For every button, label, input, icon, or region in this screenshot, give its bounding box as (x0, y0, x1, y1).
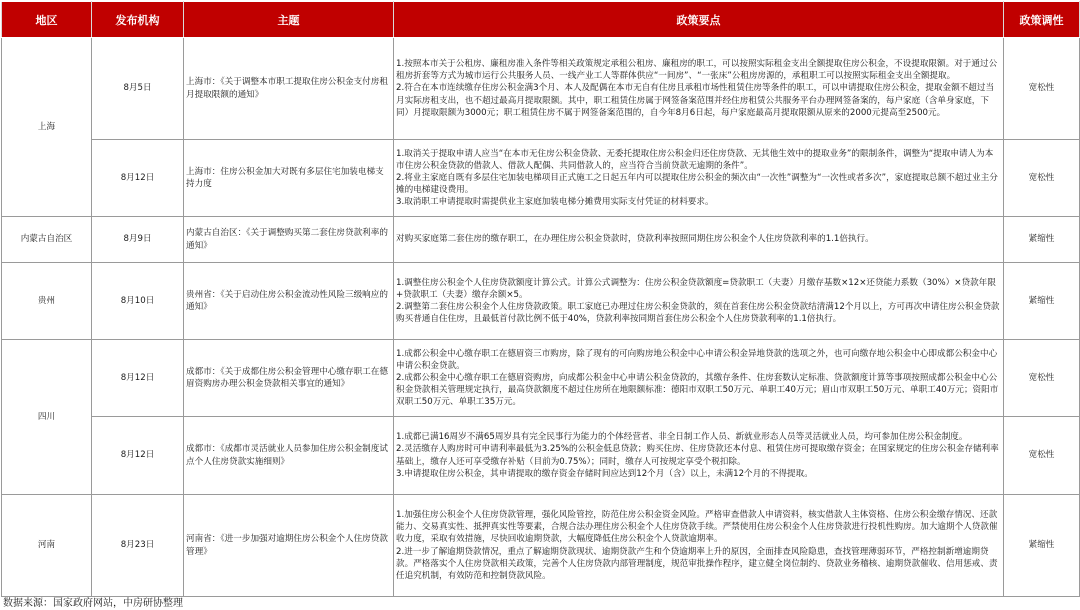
policy-point: 2.符合在本市连续缴存住房公积金满3个月、本人及配偶在本市无自有住房且承租市场性租赁住房等条件的职工，可以申请提取住房公积金，提取金额不超过当月实际房租支出，也不超过最高月提取限额。其中，职工租赁住房属于网签备案范围并经住房租赁公共服务平台办理网签备案的，每户家庭（含单身家庭，下同）月提取限额为3000元；职工租赁住房不属于网签备案范围的，自今年8月6日起，每户家庭最高月提取限额从原来的2000元提高至2500元。 (396, 83, 995, 118)
date-cell: 8月10日 (92, 263, 184, 340)
table-row (2, 495, 1080, 597)
direction-cell: 宽松性 (1004, 140, 1080, 217)
points-cell (394, 140, 1004, 217)
points-cell (394, 263, 1004, 340)
header-topic: 主题 (184, 2, 394, 38)
region-cell: 内蒙古自治区 (2, 217, 92, 263)
region-cell: 四川 (2, 340, 92, 495)
policy-point: 1.成都已满16周岁不满65周岁具有完全民事行为能力的个体经营者、非全日制工作人员、新就业形态人员等灵活就业人员，均可参加住房公积金制度。 (396, 432, 968, 443)
direction-cell: 宽松性 (1004, 340, 1080, 417)
policy-point: 1.按照本市关于公租房、廉租房准入条件等相关政策规定承租公租房、廉租房的职工，可以按照实际租金支出全额提取住房公积金，不设提取限额。对于通过公租房折套等方式为城市运行公共服务人员、一线产业工人等群体供应“一间房”、“一张床”公租房房源的，承租职工可以按照实际租金支出全额提取。 (396, 59, 998, 82)
policy-point: 对购买家庭第二套住房的缴存职工，在办理住房公积金贷款时，贷款利率按照同期住房公积金个人住房贷款利率的1.1倍执行。 (396, 234, 874, 245)
topic-cell: 成都市：《成都市灵活就业人员参加住房公积金制度试点个人住房贷款实施细则》 (184, 417, 394, 495)
table-header-row (2, 2, 1080, 38)
table-row (2, 417, 1080, 495)
points-cell (394, 38, 1004, 140)
policy-point: 3.申请提取住房公积金，其申请提取的缴存资金存储时间应达到12个月（含）以上，未满12个月的不得提取。 (396, 468, 813, 479)
topic-cell: 河南省：《进一步加强对逾期住房公积金个人住房贷款管理》 (184, 495, 394, 597)
topic-cell: 上海市：住房公积金加大对既有多层住宅加装电梯支持力度 (184, 140, 394, 217)
table-row (2, 217, 1080, 263)
region-cell: 河南 (2, 495, 92, 597)
policy-point: 2.调整第二套住房公积金个人住房贷款政策。职工家庭已办理过住房公积金贷款的，须在首套住房公积金贷款结清满12个月以上，方可再次申请住房公积金贷款购买普通自住住房，且最低首付款比例不低于40%，贷款利率按同期首套住房公积金个人住房贷款利率的1.1倍执行。 (396, 302, 1000, 325)
policy-point: 2.将业主家庭自既有多层住宅加装电梯项目正式施工之日起五年内可以提取住房公积金的频次由“一次性”调整为“一次性或者多次”，家庭提取总额不超过业主分摊的电梯建设费用。 (396, 172, 998, 196)
policy-point: 3.取消职工申请提取时需提供业主家庭加装电梯分摊费用实际支付凭证的材料要求。 (396, 197, 714, 208)
points-cell (394, 495, 1004, 597)
date-cell: 8月12日 (92, 140, 184, 217)
header-direction: 政策调性 (1004, 2, 1080, 38)
direction-cell: 紧缩性 (1004, 495, 1080, 597)
date-cell: 8月23日 (92, 495, 184, 597)
topic-cell: 内蒙古自治区：《关于调整购买第二套住房贷款利率的通知》 (184, 217, 394, 263)
policy-point: 2.成都公积金中心缴存职工在德眉资购房，向成都公积金中心申请公积金贷款的，其缴存条件、住房套数认定标准、贷款额度计算等事项按照成都公积金中心公积金贷款相关管理规定执行，最高贷款额度不超过住房所在地限额标准：德阳市双职工50万元、单职工40万元；眉山市双职工50万元、单职工40万元；资阳市双职工50万元、单职工35万元。 (396, 372, 999, 408)
header-agency: 发布机构 (92, 2, 184, 38)
region-cell: 贵州 (2, 263, 92, 340)
direction-cell: 紧缩性 (1004, 217, 1080, 263)
header-region: 地区 (2, 2, 92, 38)
direction-cell: 宽松性 (1004, 417, 1080, 495)
policy-point: 1.加强住房公积金个人住房贷款管理，强化风险管控，防范住房公积金资金风险。严格审查借款人申请资料，核实借款人主体资格、住房公积金缴存情况、还款能力、交易真实性、抵押真实性等要素，合规合法办理住房公积金个人住房贷款手续。严禁使用住房公积金个人住房贷款进行投机性购房。加大逾期个人贷款催收力度，采取有效措施，尽快回收逾期贷款，大幅度降低住房公积金个人贷款逾期率。 (396, 510, 998, 545)
points-cell (394, 417, 1004, 495)
date-cell: 8月12日 (92, 417, 184, 495)
policy-point: 2.灵活缴存人购房时可申请利率最低为3.25%的公积金低息贷款；购买住房、住房贷款还本付息、租赁住房可提取缴存资金；在国家规定的住房公积金存储利率基础上，缴存人还可享受缴存补贴（目前为0.75%）；同时，缴存人可按规定享受个税扣除。 (396, 444, 999, 467)
policy-point: 2.进一步了解逾期贷款情况，重点了解逾期贷款现状、逾期贷款产生和个贷逾期率上升的原因，全面排查风险隐患，查找管理薄弱环节，严格控制新增逾期贷款。严格落实个人住房贷款相关政策，完善个人住房贷款内部管理制度，规范审批操作程序，建立健全岗位制约、贷款业务稽核、逾期贷款催收、信用惩戒、责任追究机制，有效防范和控制贷款风险。 (396, 546, 998, 581)
table-row (2, 38, 1080, 140)
date-cell: 8月9日 (92, 217, 184, 263)
points-cell (394, 217, 1004, 263)
region-cell: 上海 (2, 38, 92, 217)
table-row (2, 340, 1080, 417)
topic-cell: 成都市：《关于成都住房公积金管理中心缴存职工在德眉资购房办理公积金贷款相关事宜的通知》 (184, 340, 394, 417)
policy-point: 1.成都公积金中心缴存职工在德眉资三市购房，除了现有的可向购房地公积金中心申请公积金异地贷款的选项之外，也可向缴存地公积金中心即成都公积金中心申请公积金贷款。 (396, 348, 998, 371)
table-row (2, 263, 1080, 340)
policy-table (1, 1, 1080, 597)
header-points: 政策要点 (394, 2, 1004, 38)
points-cell (394, 340, 1004, 417)
direction-cell: 宽松性 (1004, 38, 1080, 140)
topic-cell: 上海市：《关于调整本市职工提取住房公积金支付房租月提取限额的通知》 (184, 38, 394, 140)
table-row (2, 140, 1080, 217)
date-cell: 8月5日 (92, 38, 184, 140)
direction-cell: 紧缩性 (1004, 263, 1080, 340)
data-source-note: 数据来源：国家政府网站，中房研协整理 (3, 598, 183, 609)
policy-point: 1.调整住房公积金个人住房贷款额度计算公式。计算公式调整为：住房公积金贷款额度=贷款职工（夫妻）月缴存基数×12×还贷能力系数（30%）×贷款年限+贷款职工（夫妻）缴存余额×5。 (396, 277, 996, 300)
date-cell: 8月12日 (92, 340, 184, 417)
topic-cell: 贵州省：《关于启动住房公积金流动性风险三级响应的通知》 (184, 263, 394, 340)
policy-point: 1.取消关于提取申请人应当“在本市无住房公积金贷款、无委托提取住房公积金归还住房贷款、无其他生效中的提取业务”的限制条件，调整为“提取申请人为本市住房公积金贷款的借款人、借款人配偶、共同借款人的，应当符合当前贷款无逾期的条件”。 (396, 148, 994, 171)
